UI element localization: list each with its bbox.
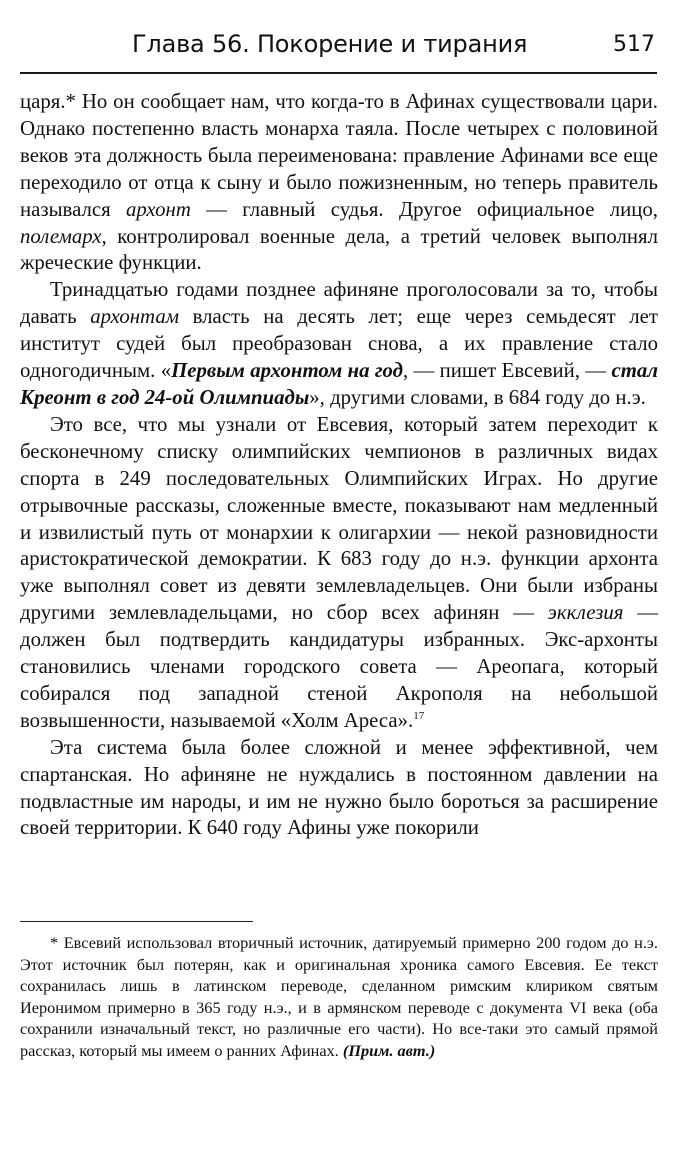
term-ecclesia: экклезия bbox=[547, 601, 624, 625]
quote-creon: стал Креонт в год 24-ой Олимпиады bbox=[20, 359, 658, 409]
note-ref-17: 17 bbox=[413, 709, 425, 722]
author-note: (Прим. авт.) bbox=[342, 1040, 436, 1060]
main-text bbox=[20, 89, 658, 842]
running-header bbox=[20, 26, 657, 74]
term-archons: архонтам bbox=[90, 305, 180, 329]
paragraph-4: Эта система была более сложной и менее эффективной, чем спартанская. Но афиняне не нуждались в постоянном давлении на подвластные им народы, и им не нужно было бороться за расширение своей территории. К 640 году Афины уже покорили bbox=[20, 735, 658, 840]
chapter-title: Глава 56. Покорение и тирания bbox=[132, 30, 528, 58]
footnote-separator bbox=[20, 921, 253, 922]
paragraph-1: царя.* Но он сообщает нам, что когда-то в Афинах существовали цари. Однако постепенно власть монарха таяла. После четырех с половиной веков эта должность была переименована: правление Афинами все еще переходило от отца к сыну и было пожизненным, но теперь правитель назывался архонт — главный судья. Другое официальное лицо, полемарх, контролировал военные дела, а третий человек выполнял жреческие функции. bbox=[20, 90, 658, 275]
paragraph-2: Тринадцатью годами позднее афиняне проголосовали за то, чтобы давать архонтам власть на десять лет; еще через семьдесят лет институт судей был преобразован снова, а их правление стало одногодичным. «Первым архонтом на год, — пишет Евсевий, — стал Креонт в год 24-ой Олимпиады», другими словами, в 684 году до н.э. bbox=[20, 278, 658, 409]
term-polemarch: полемарх bbox=[20, 224, 102, 248]
footnote: * Евсевий использовал вторичный источник, датируемый примерно 200 годом до н.э. Этот источник был потерян, как и оригинальная хроника самого Евсевия. Ее текст сохранилась лишь в латинском переводе, сделанном римским клириком святым Иеронимом примерно в 365 году н.э., и в армянском переводе с документа VI века (оба сохранили изначальный текст, но различные его части). Но все-таки это самый прямой рассказ, который мы имеем о ранних Афинах. (Прим. авт.) bbox=[20, 933, 658, 1060]
page-number: 517 bbox=[613, 32, 655, 57]
paragraph-3: Это все, что мы узнали от Евсевия, который затем переходит к бесконечному списку олимпийских чемпионов в различных видах спорта в 249 последовательных Олимпийских Играх. Но другие отрывочные рассказы, сложенные вместе, показывают нам медленный и извилистый путь от монархии к олигархии — некой разновидности аристократической демократии. К 683 году до н.э. функции архонта уже выполнял совет из девяти землевладельцев. Они были избраны другими землевладельцами, но сбор всех афинян — экклезия — должен был подтвердить кандидатуры избранных. Экс-архонты становились членами городского совета — Ареопага, который собирался под западной стеной Акрополя на небольшой возвышенности, называемой «Холм Ареса».$^{17}$ bbox=[20, 412, 658, 732]
quote-first-archon: Первым архонтом на год bbox=[171, 359, 403, 383]
term-archon: архонт bbox=[126, 197, 191, 221]
